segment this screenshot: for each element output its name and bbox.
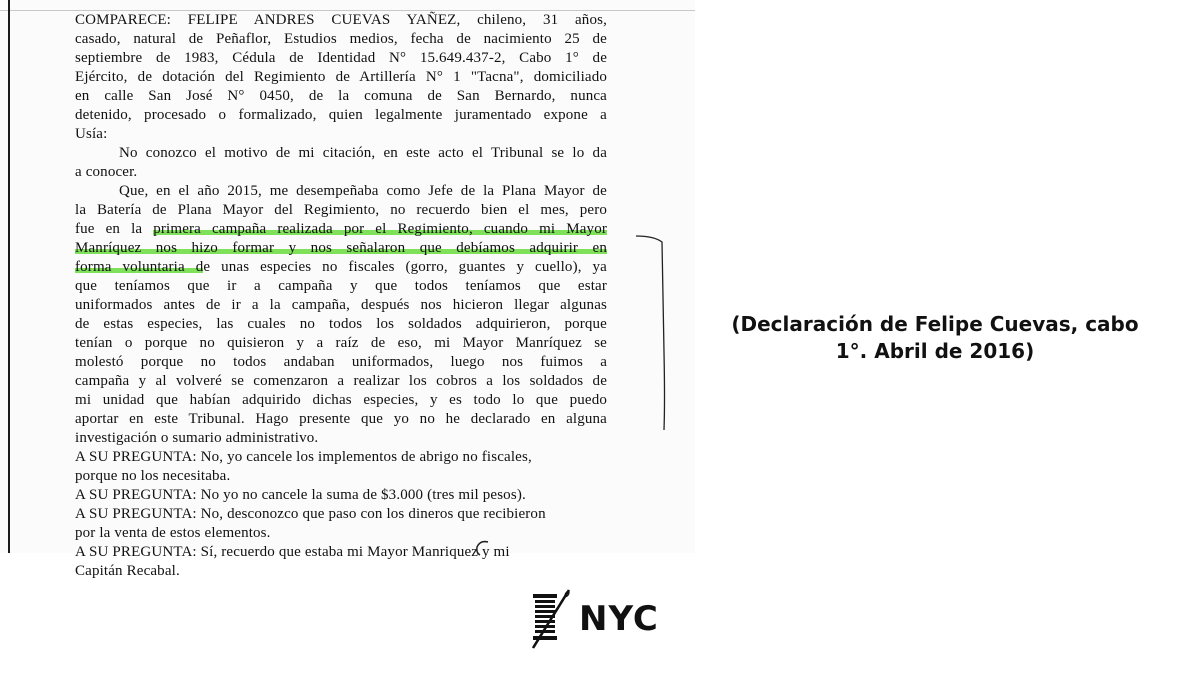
nyc-logo [529,588,674,650]
doc-line: detenido, procesado o formalizado, quien legalmente juramentado expone a [75,107,607,123]
logo-text: NYC [579,599,659,639]
highlighted-text: forma voluntaria d [75,259,204,275]
doc-line [75,258,607,277]
doc-line [75,220,607,239]
doc-line: tenían o porque no quisieron y a raíz de eso, mi Mayor Manríquez se [75,335,607,351]
highlighted-text: primera campaña realizada por el Regimiento, cuando mi Mayor [153,221,608,237]
doc-line: porque no los necesitaba. [75,468,231,484]
doc-line: molestó porque no todos andaban uniformados, luego nos fuimos a [75,354,607,370]
doc-line: A SU PREGUNTA: Sí, recuerdo que estaba mi Mayor Manriquez y mi [75,544,510,560]
doc-line: Usía: [75,126,108,142]
doc-line: campaña y al volveré se comenzaron a realizar los cobros a los soldados de [75,373,607,389]
doc-line: Capitán Recabal. [75,563,180,579]
doc-text-span: e unas especies no fiscales (gorro, guantes y cuello), ya [203,259,607,275]
doc-line: de estas especies, las cuales no todos los soldados adquirieron, porque [75,316,607,332]
caption-line: (Declaración de Felipe Cuevas, cabo [731,312,1139,336]
page-left-edge [8,0,10,553]
doc-line [75,239,607,258]
scanned-document [0,0,695,579]
doc-line: A SU PREGUNTA: No, yo cancele los implementos de abrigo no fiscales, [75,449,532,465]
doc-line: casado, natural de Peñaflor, Estudios medios, fecha de nacimiento 25 de [75,31,607,47]
doc-line: uniformados antes de ir a la campaña, después nos hicieron llegar algunas [75,297,607,313]
doc-line: septiembre de 1983, Cédula de Identidad N° 15.649.437-2, Cabo 1° de [75,50,607,66]
doc-line: Que, en el año 2015, me desempeñaba como Jefe de la Plana Mayor de [119,183,607,199]
doc-line: A SU PREGUNTA: No, desconozco que paso con los dineros que recibieron [75,506,546,522]
doc-line: COMPARECE: FELIPE ANDRES CUEVAS YAÑEZ, chileno, 31 años, [75,12,607,28]
doc-line: a conocer. [75,164,138,180]
handwritten-mark [472,539,492,555]
highlighted-text: Manríquez nos hizo formar y nos señalaron que debíamos adquirir en [75,240,607,256]
doc-line: mi unidad que habían adquirido dichas especies, y es todo lo que puedo [75,392,607,408]
doc-line: aportar en este Tribunal. Hago presente que yo no he declarado en alguna [75,411,607,427]
margin-bracket-mark [632,232,672,432]
doc-line: por la venta de estos elementos. [75,525,271,541]
declaration-caption [700,311,1170,365]
doc-line: en calle San José N° 0450, de la comuna de San Bernardo, nunca [75,88,607,104]
caption-line: 1°. Abril de 2016) [835,339,1035,363]
doc-line: que teníamos que ir a campaña y que todos teníamos que estar [75,278,607,294]
doc-line: la Batería de Plana Mayor del Regimiento, no recuerdo bien el mes, pero [75,202,607,218]
doc-line: A SU PREGUNTA: No yo no cancele la suma de $3.000 (tres mil pesos). [75,487,526,503]
doc-line: Ejército, de dotación del Regimiento de Artillería N° 1 "Tacna", domiciliado [75,69,607,85]
thread-spool-needle-icon [529,588,575,650]
doc-text-span: fue en la [75,221,154,237]
declaration-text [75,11,607,581]
doc-line: investigación o sumario administrativo. [75,430,319,446]
doc-line: No conozco el motivo de mi citación, en este acto el Tribunal se lo da [119,145,607,161]
